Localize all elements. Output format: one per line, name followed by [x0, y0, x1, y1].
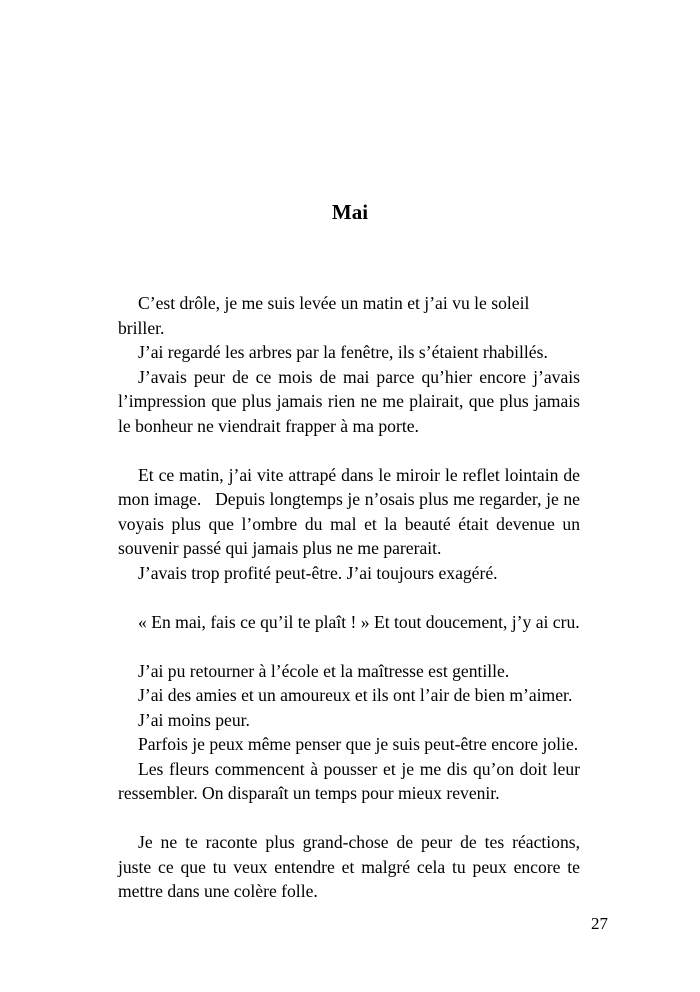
paragraph: Et ce matin, j’ai vite attrapé dans le miroir le reflet lointain de mon image. Depuis longtemps je n’osais plus me regarder, je ne voyais plus que l’ombre du mal et la beauté était devenue un souvenir passé qui jamais plus ne me parerait.	[118, 464, 580, 558]
page-number: 27	[591, 914, 608, 933]
paragraph: J’avais trop profité peut-être. J’ai toujours exagéré.	[138, 562, 498, 583]
page-title: Mai	[331, 200, 369, 224]
paragraph: J’avais peur de ce mois de mai parce qu’hier encore j’avais l’impression que plus jamais rien ne me plairait, que plus jamais le bonheur ne viendrait frapper à ma porte.	[118, 366, 580, 436]
spacer	[118, 438, 580, 463]
paragraph: Parfois je peux même penser que je suis peut-être encore jolie.	[138, 734, 579, 754]
paragraph: Les fleurs commencent à pousser et je me dis qu’on doit leur ressembler. On disparaît un temps pour mieux revenir.	[118, 758, 580, 803]
paragraph: J’ai moins peur.	[138, 709, 250, 730]
spacer	[118, 585, 580, 610]
paragraph: Je ne te raconte plus grand-chose de peur de tes réactions, juste ce que tu veux entendre et malgré cela tu peux encore te mettre dans une colère folle.	[118, 832, 580, 901]
spacer	[118, 806, 580, 831]
paragraph: J’ai regardé les arbres par la fenêtre, ils s’étaient rhabillés.	[138, 342, 548, 362]
paragraph: J’ai pu retourner à l’école et la maîtresse est gentille.	[138, 660, 510, 681]
paragraph: J’ai des amies et un amoureux et ils ont l’air de bien m’aimer.	[138, 685, 573, 705]
paragraph: C’est drôle, je me suis levée un matin et j’ai vu le soleil briller.	[118, 293, 530, 338]
spacer	[118, 634, 580, 659]
body-text	[118, 291, 580, 904]
paragraph: « En mai, fais ce qu’il te plaît ! » Et tout doucement, j’y ai cru.	[138, 611, 580, 632]
